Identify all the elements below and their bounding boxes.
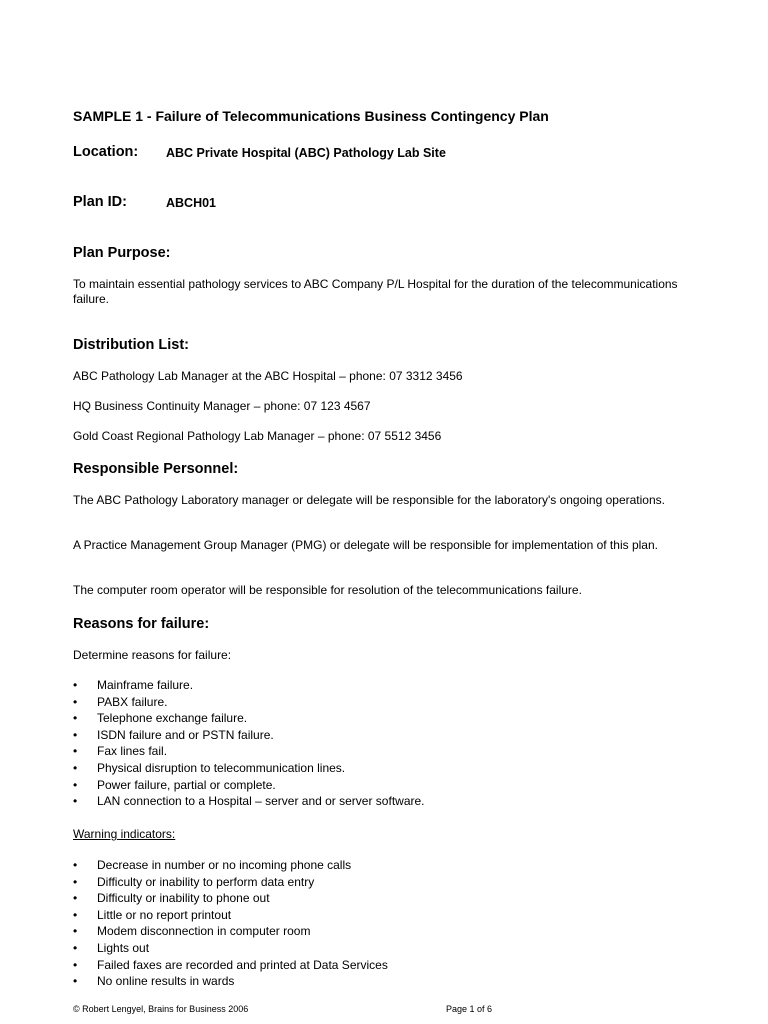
location-label: Location:: [73, 144, 139, 160]
bullet-icon: •: [73, 940, 78, 955]
plan-purpose-heading: Plan Purpose:: [73, 245, 171, 261]
bullet-icon: •: [73, 974, 78, 989]
bullet-icon: •: [73, 760, 78, 775]
reasons-intro: Determine reasons for failure:: [73, 648, 232, 662]
plan-id-label: Plan ID:: [73, 194, 127, 210]
footer-page-number: Page 1 of 6: [446, 1004, 493, 1014]
bullet-icon: •: [73, 777, 78, 792]
location-value: ABC Private Hospital (ABC) Pathology Lab Site: [166, 146, 446, 160]
footer-copyright: © Robert Lengyel, Brains for Business 2006: [73, 1004, 249, 1014]
bullet-icon: •: [73, 694, 78, 709]
list-item: • Failed faxes are recorded and printed at Data Services: [73, 957, 388, 972]
list-item: • No online results in wards: [73, 974, 235, 989]
plan-id-value: ABCH01: [166, 196, 217, 210]
bullet-icon: •: [73, 678, 78, 692]
list-item: • Modem disconnection in computer room: [73, 924, 311, 939]
list-item: • ISDN failure and or PSTN failure.: [73, 727, 274, 742]
document-title: SAMPLE 1 - Failure of Telecommunications Business Contingency Plan: [73, 108, 549, 124]
list-item: • Difficulty or inability to perform data entry: [73, 874, 315, 889]
bullet-icon: •: [73, 858, 78, 872]
list-item: • Power failure, partial or complete.: [73, 777, 276, 792]
list-item: • Physical disruption to telecommunication lines.: [73, 760, 346, 775]
list-item: • Fax lines fail.: [73, 744, 168, 759]
list-item: • PABX failure.: [73, 694, 168, 709]
list-item: • Lights out: [73, 940, 150, 955]
responsible-paragraph: The ABC Pathology Laboratory manager or delegate will be responsible for the laboratory's ongoing operations.: [73, 493, 665, 507]
distribution-item: HQ Business Continuity Manager – phone: 07 123 4567: [73, 399, 371, 413]
bullet-icon: •: [73, 924, 78, 939]
bullet-icon: •: [73, 907, 78, 922]
list-item: • Mainframe failure.: [73, 678, 194, 692]
bullet-icon: •: [73, 891, 78, 906]
bullet-icon: •: [73, 874, 78, 889]
bullet-icon: •: [73, 727, 78, 742]
list-item: • LAN connection to a Hospital – server and or server software.: [73, 794, 425, 809]
reasons-list: [73, 677, 425, 810]
bullet-icon: •: [73, 711, 78, 726]
list-item: • Telephone exchange failure.: [73, 711, 248, 726]
responsible-personnel-heading: Responsible Personnel:: [73, 461, 239, 477]
list-item: • Decrease in number or no incoming phone calls: [73, 858, 352, 872]
bullet-icon: •: [73, 957, 78, 972]
responsible-paragraph: A Practice Management Group Manager (PMG) or delegate will be responsible for implementation of this plan.: [73, 538, 658, 552]
reasons-heading: Reasons for failure:: [73, 616, 210, 632]
distribution-item: ABC Pathology Lab Manager at the ABC Hospital – phone: 07 3312 3456: [73, 369, 463, 383]
responsible-paragraph: The computer room operator will be responsible for resolution of the telecommunications failure.: [73, 583, 582, 597]
bullet-icon: •: [73, 744, 78, 759]
distribution-list-heading: Distribution List:: [73, 337, 189, 353]
plan-purpose-text: To maintain essential pathology services to ABC Company P/L Hospital for the duration of the telecommunications failure.: [73, 277, 678, 306]
list-item: • Difficulty or inability to phone out: [73, 891, 270, 906]
distribution-item: Gold Coast Regional Pathology Lab Manager – phone: 07 5512 3456: [73, 429, 442, 443]
list-item: • Little or no report printout: [73, 907, 232, 922]
warning-indicators-heading: Warning indicators:: [73, 827, 176, 841]
bullet-icon: •: [73, 794, 78, 809]
warning-list: [73, 857, 388, 990]
